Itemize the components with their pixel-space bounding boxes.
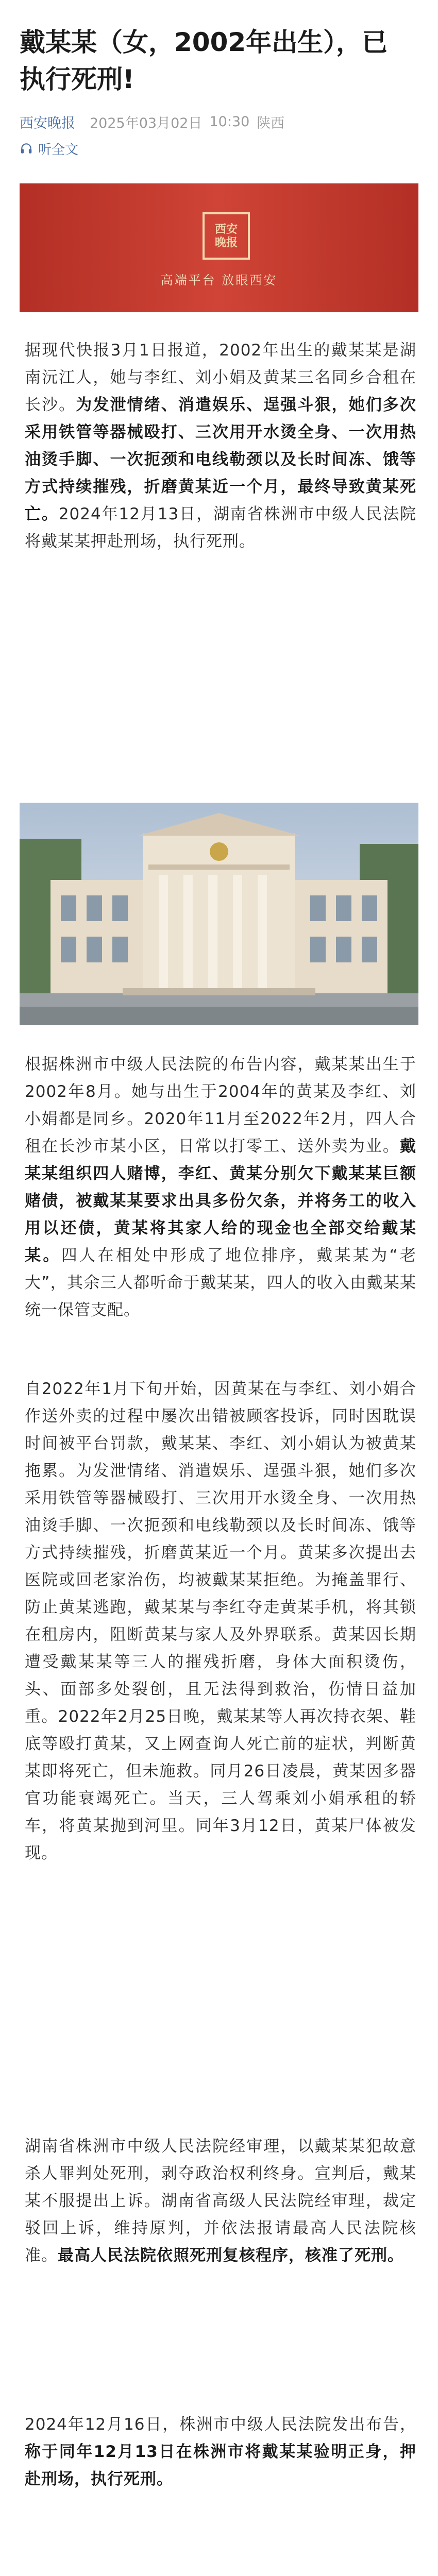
paragraph-3 (25, 1376, 416, 1867)
article-date: 2025年03月02日 (90, 115, 203, 131)
paragraph-5 (25, 2411, 416, 2493)
logo-text: 西安晚报 (214, 223, 238, 249)
paragraph-5-segment-1: 2024年12月16日，株洲市中级人民法院发出布告， (25, 2415, 416, 2434)
newspaper-banner (20, 183, 418, 312)
paragraph-4-segment-2: 最高人民法院依照死刑复核程序，核准了死刑。 (58, 2246, 404, 2265)
article-source-link[interactable]: 西安晚报 (20, 115, 75, 131)
paragraph-4-segment-1: 湖南省株洲市中级人民法院经审理，以戴某某犯故意杀人罪判处死刑，剥夺政治权利终身。宣判后，戴某某不服提出上诉。湖南省高级人民法院经审理，裁定驳回上诉，维持原判，并依法报请最高人民法院核准。 (25, 2137, 416, 2265)
article-time: 10:30 (209, 113, 250, 130)
listen-label: 听全文 (38, 142, 79, 158)
listen-full-text-button[interactable] (20, 138, 78, 159)
paragraph-2-segment-1: 根据株洲市中级人民法院的布告内容，戴某某出生于2002年8月。她与出生于2004年的黄某及李红、刘小娟都是同乡。2020年11月至2022年2月，四人合租在长沙市某小区，日常以打零工、送外卖为业。 (25, 1055, 416, 1156)
headphones-icon (20, 142, 33, 155)
paragraph-1 (25, 337, 416, 555)
paragraph-2-segment-3: 四人在相处中形成了地位排序，戴某某为“老大”，其余三人都听命于戴某某，四人的收入由戴某某统一保管支配。 (25, 1246, 417, 1319)
paragraph-1-segment-3: 2024年12月13日，湖南省株洲市中级人民法院将戴某某押赴刑场，执行死刑。 (25, 505, 416, 551)
paragraph-3-segment-1: 自2022年1月下旬开始，因黄某在与李红、刘小娟合作送外卖的过程中屡次出错被顾客投诉，同时因耽误时间被平台罚款，戴某某、李红、刘小娟认为被黄某拖累。为发泄情绪、消遣娱乐、逞强斗狠，她们多次采用铁管等器械殴打、三次用开水烫全身、一次用热油烫手脚、一次扼颈和电线勒颈以及长时间冻、饿等方式持续摧残，折磨黄某近一个月。黄某多次提出去医院或回老家治伤，均被戴某某拒绝。为掩盖罪行、防止黄某逃跑，戴某某与李红夺走黄某手机，将其锁在租房内，阻断黄某与家人及外界联系。黄某因长期遭受戴某某等三人的摧残折磨，身体大面积烫伤，头、面部多处裂创，且无法得到救治，伤情日益加重。2022年2月25日晚，戴某某等人再次持衣架、鞋底等殴打黄某，又上网查询人死亡前的症状，判断黄某即将死亡，但未施救。同月26日凌晨，黄某因多器官功能衰竭死亡。当天，三人驾乘刘小娟承租的轿车，将黄某抛到河里。同年3月12日，黄某尸体被发现。 (25, 1380, 416, 1862)
paragraph-1-segment-1: 据现代快报3月1日报道，2002年出生的戴某某是湖南沅江人，她与李红、刘小娟及黄某三名同乡合租在长沙。 (25, 341, 416, 414)
article-location: 陕西 (257, 115, 285, 131)
paragraph-2 (25, 1051, 416, 1324)
article-meta (20, 111, 284, 132)
banner-slogan: 高端平台 放眼西安 (160, 273, 278, 287)
court-building-illustration (20, 803, 418, 1025)
paragraph-5-segment-2: 称于同年12月13日在株洲市将戴某某验明正身，押赴刑场，执行死刑。 (25, 2443, 416, 2488)
paragraph-4 (25, 2133, 416, 2269)
paragraph-1-segment-2: 为发泄情绪、消遣娱乐、逞强斗狠，她们多次采用铁管等器械殴打、三次用开水烫全身、一次用热油烫手脚、一次扼颈和电线勒颈以及长时间冻、饿等方式持续摧残，折磨黄某近一个月，最终导致黄某死亡。 (25, 396, 417, 523)
article-title: 戴某某（女，2002年出生），已执行死刑! (20, 27, 388, 94)
paragraph-2-segment-2: 戴某某组织四人赌博，李红、黄某分别欠下戴某某巨额赌债，被戴某某要求出具多份欠条，并将务工的收入用以还债，黄某将其家人给的现金也全部交给戴某某。 (25, 1137, 416, 1265)
court-building-photo (20, 803, 418, 1025)
newspaper-logo (203, 212, 250, 260)
